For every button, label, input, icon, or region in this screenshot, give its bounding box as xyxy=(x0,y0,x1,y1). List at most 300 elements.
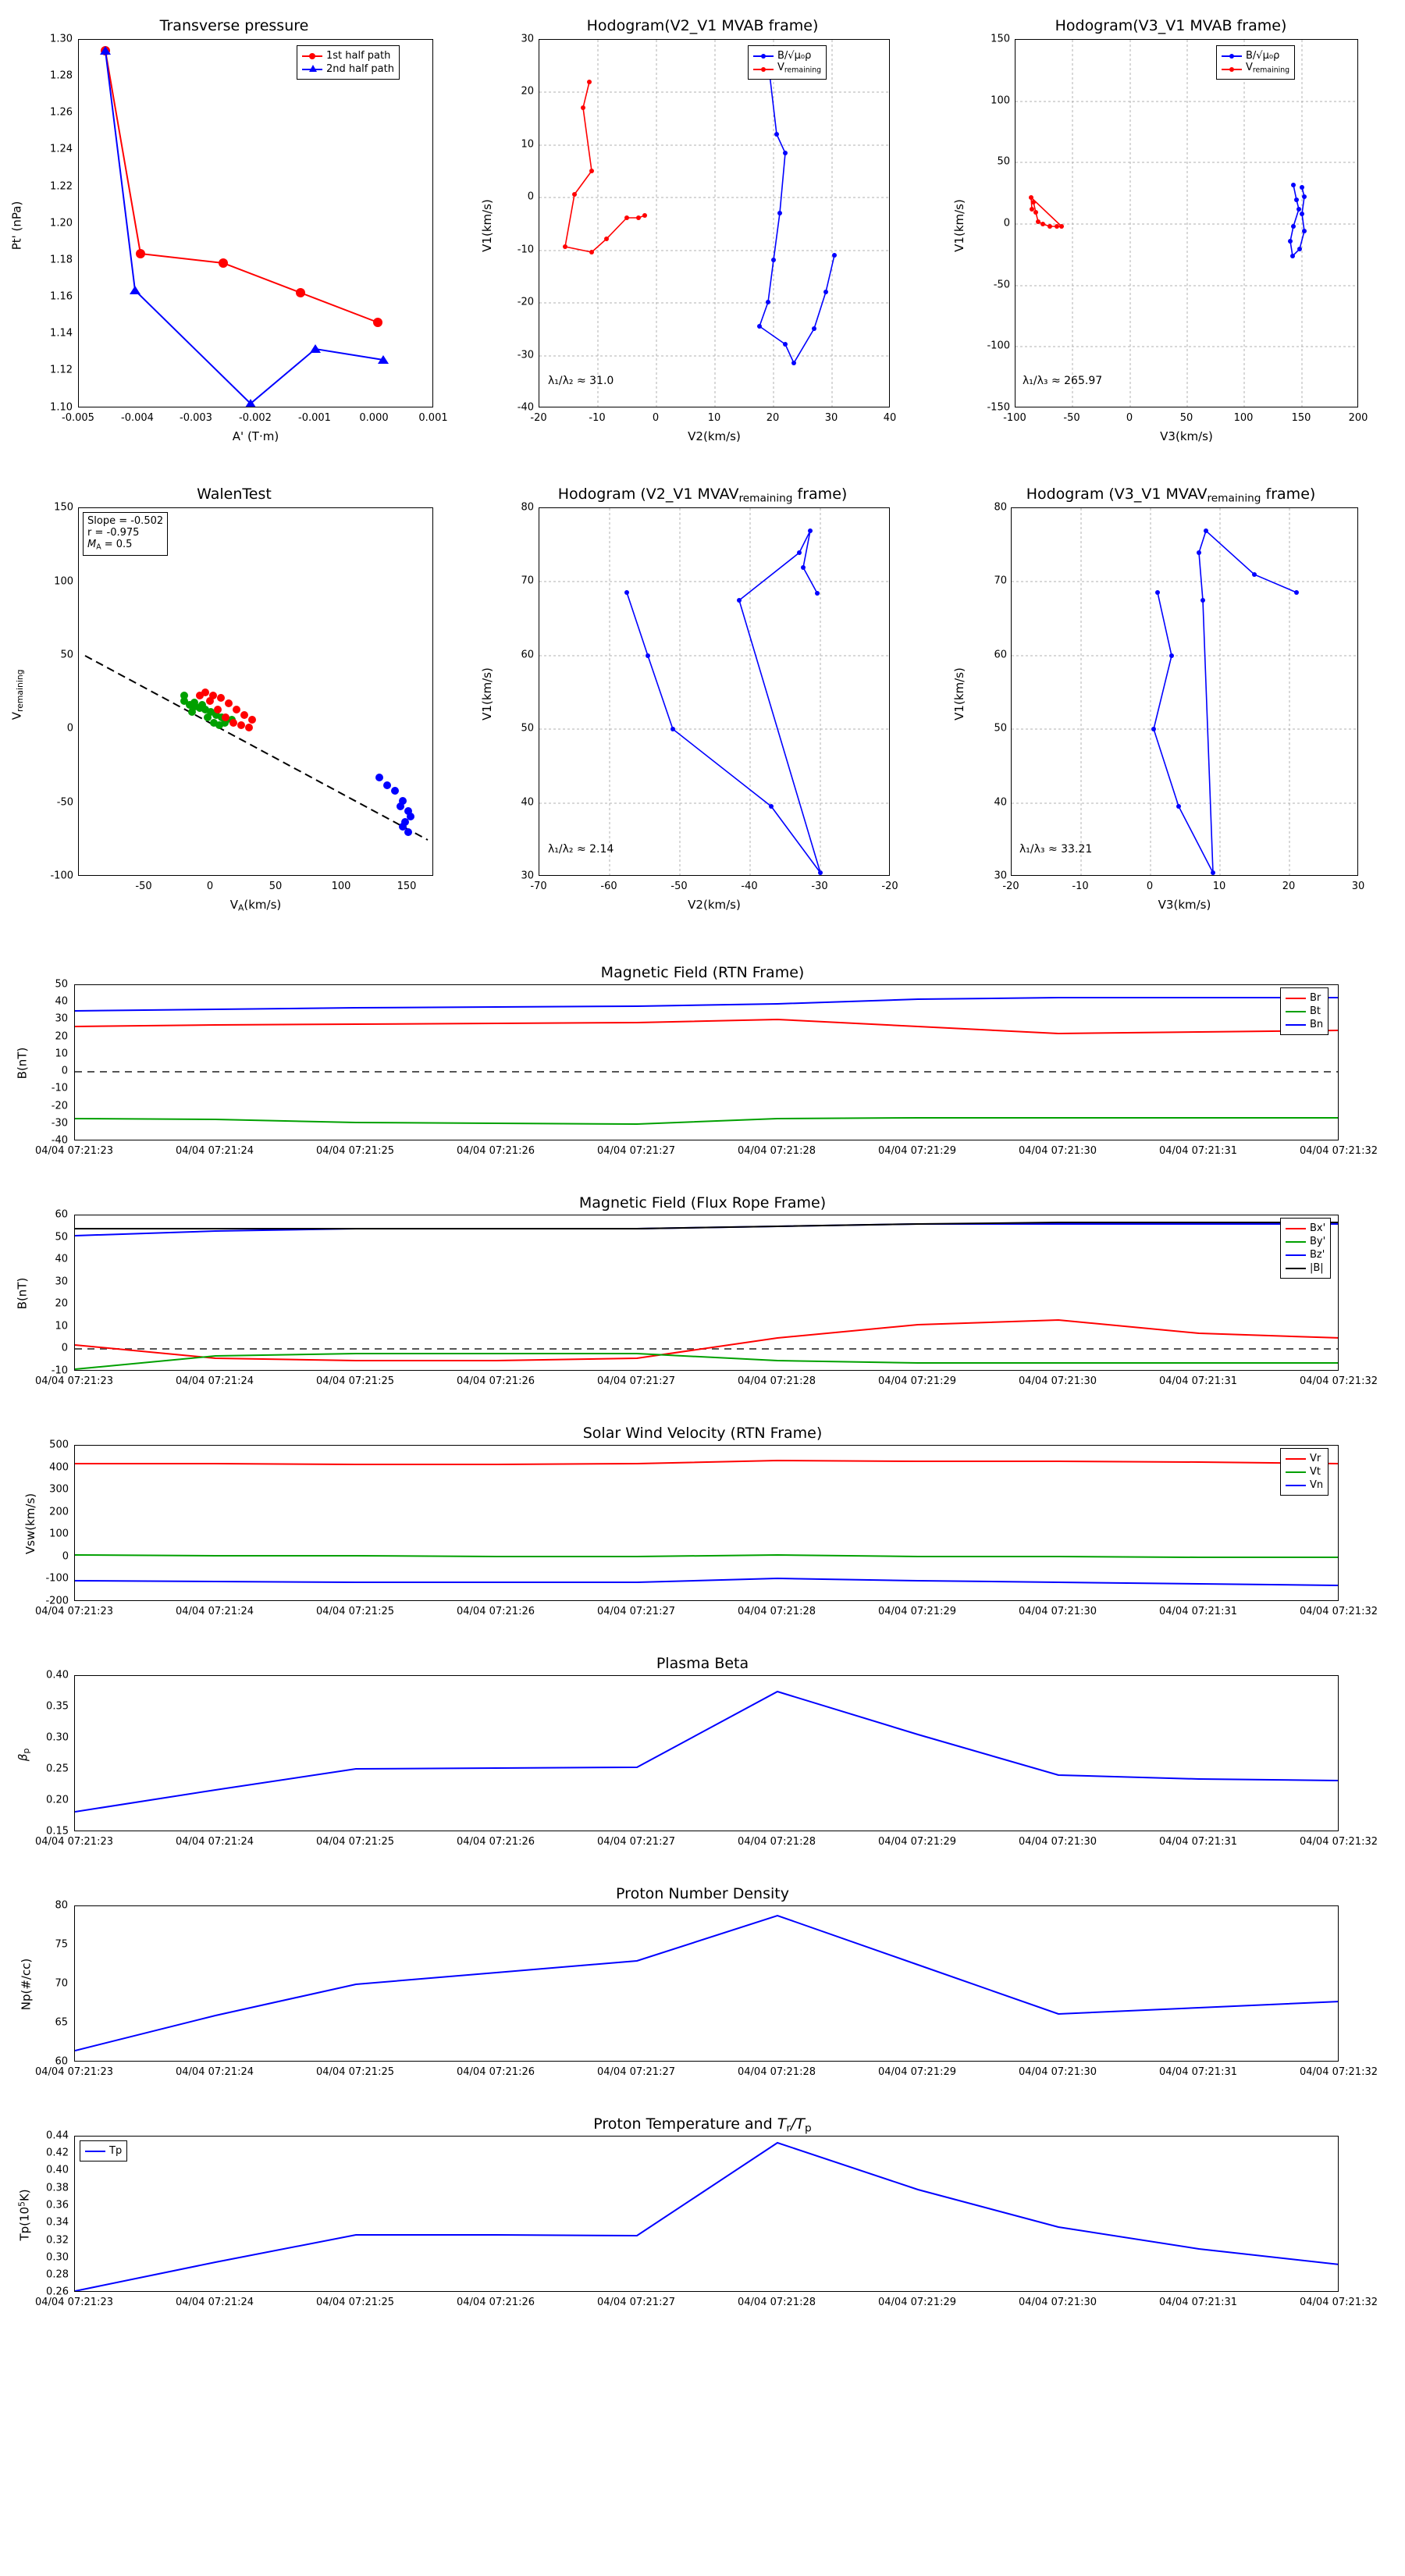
axis-label-y-proton-number-density: Np(#/cc) xyxy=(19,1958,34,2011)
ytick: -150 xyxy=(987,401,1010,414)
axis-label-y-hodogram-v2v1-mvab: V1(km/s) xyxy=(479,199,494,252)
ytick: 80 xyxy=(55,1899,68,1912)
legend-row-vr xyxy=(1286,1452,1323,1465)
xtick: -40 xyxy=(741,881,758,892)
panel-magnetic-field-flux-rope xyxy=(0,1194,1405,1413)
hodogram-v3v1-mvav-svg xyxy=(1012,508,1358,876)
xtick: 04/04 07:21:27 xyxy=(597,2066,675,2078)
legend-marker-vremaining xyxy=(753,69,774,70)
axis-label-y-hodogram-v3v1-mvab: V1(km/s) xyxy=(951,199,966,252)
plot-area-hodogram-v2v1-mvav xyxy=(539,507,890,876)
walen-test-svg xyxy=(79,508,433,876)
axis-label-x-hodogram-v2v1-mvav: V2(km/s) xyxy=(688,898,741,912)
ytick: 70 xyxy=(521,575,534,587)
xtick: 04/04 07:21:23 xyxy=(35,2066,113,2078)
xtick: 0 xyxy=(1126,412,1133,424)
ytick: 20 xyxy=(55,1297,68,1310)
xtick: 100 xyxy=(331,881,351,892)
legend-marker-bz xyxy=(1286,1254,1306,1256)
panel-plasma-beta xyxy=(0,1655,1405,1873)
legend-row-vn xyxy=(1286,1478,1323,1492)
xtick: 0 xyxy=(652,412,660,424)
axis-label-x-walen-test: $V_A(km/s)$ xyxy=(229,898,282,913)
ytick: 0 xyxy=(66,722,73,735)
ytick: 0 xyxy=(1003,217,1010,229)
panel-magnetic-field-rtn xyxy=(0,964,1405,1183)
legend-row-bt xyxy=(1286,1005,1323,1018)
xtick: 04/04 07:21:26 xyxy=(457,2066,535,2078)
ytick: 400 xyxy=(49,1461,69,1474)
ytick: 0.40 xyxy=(46,1669,69,1681)
xtick: 30 xyxy=(824,412,838,424)
legend-marker-bn xyxy=(1286,1024,1306,1026)
panel-walen-test xyxy=(0,468,468,921)
ytick: 40 xyxy=(521,796,534,809)
ytick: 0.28 xyxy=(46,2268,69,2281)
xtick: 04/04 07:21:26 xyxy=(457,1606,535,1617)
legend-marker-bt xyxy=(1286,1011,1306,1012)
axis-label-y-hodogram-v2v1-mvav: V1(km/s) xyxy=(479,667,494,720)
chart-title-transverse-pressure: Transverse pressure xyxy=(159,17,309,34)
legend-label-bn: Bn xyxy=(1310,1018,1324,1030)
legend-row-1st-half xyxy=(302,49,394,62)
legend-marker-vn xyxy=(1286,1485,1306,1486)
panel-hodogram-v2v1-mvab xyxy=(468,0,937,453)
chart-title-plasma-beta: Plasma Beta xyxy=(656,1655,749,1672)
ytick: 0 xyxy=(61,1342,68,1354)
xtick: -0.001 xyxy=(298,412,331,424)
plot-area-transverse-pressure xyxy=(78,39,433,407)
ytick: 100 xyxy=(54,575,73,588)
ytick: 40 xyxy=(55,995,68,1008)
xtick: 04/04 07:21:25 xyxy=(316,1606,394,1617)
xtick: 04/04 07:21:24 xyxy=(176,1375,254,1387)
legend-row-bz xyxy=(1286,1248,1325,1261)
xtick: 04/04 07:21:23 xyxy=(35,1606,113,1617)
xtick: -50 xyxy=(1063,412,1080,424)
xtick: 04/04 07:21:23 xyxy=(35,1375,113,1387)
ytick: 50 xyxy=(60,649,73,661)
walen-ma: $M_A = 0.5$ xyxy=(87,539,133,552)
xtick: 04/04 07:21:26 xyxy=(457,1145,535,1157)
xtick: -20 xyxy=(530,412,547,424)
xtick: 04/04 07:21:32 xyxy=(1300,2066,1378,2078)
axis-label-y-solar-wind-velocity: Vsw(km/s) xyxy=(23,1493,38,1555)
legend-row-balfven xyxy=(753,49,821,62)
panel-transverse-pressure xyxy=(0,0,468,453)
xtick: 04/04 07:21:32 xyxy=(1300,2297,1378,2308)
legend-label-bmag: |B| xyxy=(1310,1261,1324,1274)
legend-row-bn xyxy=(1286,1018,1323,1031)
ytick: 75 xyxy=(55,1938,68,1951)
ytick: 100 xyxy=(991,94,1010,107)
hodogram-v2v1-mvab-svg xyxy=(539,40,890,407)
legend-row-bx xyxy=(1286,1222,1325,1235)
legend-label-vn: Vn xyxy=(1310,1478,1324,1491)
ytick: 50 xyxy=(997,155,1010,168)
ytick: 50 xyxy=(55,1231,68,1244)
ytick: 0.34 xyxy=(46,2216,69,2229)
legend-row-by xyxy=(1286,1235,1325,1248)
legend-marker-vr xyxy=(1286,1458,1306,1460)
legend-transverse-pressure xyxy=(297,45,400,80)
xtick: 04/04 07:21:30 xyxy=(1019,1606,1097,1617)
ytick: -100 xyxy=(50,870,73,882)
legend-label-vremaining: $V_{remaining}$ xyxy=(777,61,822,75)
xtick: -20 xyxy=(1002,881,1019,892)
xtick: -30 xyxy=(811,881,828,892)
legend-label-br: Br xyxy=(1310,991,1321,1004)
ytick: 30 xyxy=(521,33,534,45)
xtick: 04/04 07:21:26 xyxy=(457,2297,535,2308)
ytick: 10 xyxy=(521,138,534,151)
xtick: 40 xyxy=(883,412,897,424)
xtick: 04/04 07:21:24 xyxy=(176,1145,254,1157)
legend-magnetic-field-flux-rope xyxy=(1280,1218,1331,1279)
axis-label-x-hodogram-v2v1-mvab: V2(km/s) xyxy=(688,429,741,443)
ytick: 0.36 xyxy=(46,2199,69,2211)
legend-label-balfven: B/√μ₀ρ xyxy=(777,49,812,62)
legend-marker-tp xyxy=(85,2151,105,2152)
ytick: 0.20 xyxy=(46,1794,69,1806)
xtick: -20 xyxy=(881,881,898,892)
xtick: 04/04 07:21:32 xyxy=(1300,1836,1378,1848)
legend-label-vt: Vt xyxy=(1310,1465,1321,1478)
xtick: 04/04 07:21:24 xyxy=(176,1606,254,1617)
xtick: 04/04 07:21:23 xyxy=(35,2297,113,2308)
xtick: 04/04 07:21:28 xyxy=(738,2297,816,2308)
ytick: 40 xyxy=(55,1253,68,1265)
ytick: 50 xyxy=(521,722,534,735)
xtick: 04/04 07:21:28 xyxy=(738,1145,816,1157)
legend-row-bmag xyxy=(1286,1261,1325,1275)
ytick: 200 xyxy=(49,1506,69,1518)
xtick: 04/04 07:21:23 xyxy=(35,1836,113,1848)
axis-label-y-hodogram-v3v1-mvav: V1(km/s) xyxy=(951,667,966,720)
ytick: 1.28 xyxy=(50,69,73,82)
ytick: -10 xyxy=(51,1082,68,1094)
ytick: 1.24 xyxy=(50,143,73,155)
legend-marker-br xyxy=(1286,998,1306,999)
ytick: 70 xyxy=(994,575,1007,587)
legend-marker-1st-half xyxy=(302,55,322,57)
legend-row-2nd-half xyxy=(302,62,394,76)
ytick: 1.12 xyxy=(50,364,73,376)
ytick: 0.44 xyxy=(46,2129,69,2142)
legend-marker-by xyxy=(1286,1241,1306,1243)
xtick: -10 xyxy=(1072,881,1089,892)
xtick: 04/04 07:21:29 xyxy=(878,1836,956,1848)
ytick: 1.14 xyxy=(50,327,73,340)
ytick: 30 xyxy=(55,1276,68,1288)
legend-marker-2nd-half xyxy=(302,69,322,70)
ytick: 0 xyxy=(62,1550,69,1563)
legend-solar-wind-velocity xyxy=(1280,1448,1329,1496)
xtick: 04/04 07:21:23 xyxy=(35,1145,113,1157)
xtick: 04/04 07:21:32 xyxy=(1300,1375,1378,1387)
ytick: 30 xyxy=(55,1012,68,1025)
xtick: 04/04 07:21:31 xyxy=(1159,1375,1237,1387)
legend-label-vr: Vr xyxy=(1310,1452,1321,1464)
xtick: 04/04 07:21:25 xyxy=(316,2066,394,2078)
ytick: 40 xyxy=(994,796,1007,809)
panel-proton-temperature xyxy=(0,2115,1405,2334)
eigenvalue-ratio-annotation: λ₁/λ₂ ≈ 2.14 xyxy=(548,843,614,856)
legend-hodogram-v2v1-mvab xyxy=(748,45,827,80)
xtick: 04/04 07:21:30 xyxy=(1019,2297,1097,2308)
ytick: -200 xyxy=(45,1595,69,1607)
legend-row-balfven xyxy=(1222,49,1289,62)
axis-label-y-magnetic-field-rtn: B(nT) xyxy=(15,1047,30,1080)
ytick: 0.30 xyxy=(46,2251,69,2264)
xtick: 04/04 07:21:27 xyxy=(597,1606,675,1617)
legend-marker-balfven xyxy=(1222,55,1242,57)
axis-label-y-walen-test: $V_{remaining}$ xyxy=(9,669,26,720)
chart-title-proton-number-density: Proton Number Density xyxy=(616,1885,789,1902)
xtick: 04/04 07:21:28 xyxy=(738,1836,816,1848)
xtick: 04/04 07:21:30 xyxy=(1019,1375,1097,1387)
ytick: 300 xyxy=(49,1483,69,1496)
ytick: -50 xyxy=(56,796,73,809)
eigenvalue-ratio-annotation: λ₁/λ₂ ≈ 31.0 xyxy=(548,375,614,387)
plot-area-proton-number-density xyxy=(74,1905,1339,2062)
ytick: 80 xyxy=(521,501,534,514)
ytick: 1.10 xyxy=(50,401,73,414)
legend-label-bx: Bx' xyxy=(1310,1222,1326,1234)
ytick: 0.25 xyxy=(46,1763,69,1775)
ytick: -40 xyxy=(517,401,534,414)
legend-label-bt: Bt xyxy=(1310,1005,1321,1017)
ytick: 100 xyxy=(49,1528,69,1540)
xtick: -0.005 xyxy=(62,412,94,424)
ytick: 1.30 xyxy=(50,33,73,45)
plot-area-hodogram-v3v1-mvav xyxy=(1011,507,1358,876)
xtick: -0.004 xyxy=(121,412,154,424)
legend-row-vremaining xyxy=(1222,62,1289,76)
xtick: 200 xyxy=(1348,412,1368,424)
xtick: 04/04 07:21:28 xyxy=(738,1375,816,1387)
legend-label-2nd-half: 2nd half path xyxy=(326,62,394,75)
xtick: 04/04 07:21:24 xyxy=(176,2066,254,2078)
legend-row-br xyxy=(1286,991,1323,1005)
xtick: 04/04 07:21:31 xyxy=(1159,2297,1237,2308)
ytick: 60 xyxy=(521,649,534,661)
xtick: 04/04 07:21:30 xyxy=(1019,1145,1097,1157)
ytick: 20 xyxy=(521,85,534,98)
xtick: 04/04 07:21:30 xyxy=(1019,1836,1097,1848)
plot-area-magnetic-field-flux-rope xyxy=(74,1215,1339,1371)
panel-solar-wind-velocity xyxy=(0,1425,1405,1643)
legend-label-1st-half: 1st half path xyxy=(326,49,391,62)
xtick: 0.001 xyxy=(418,412,448,424)
ytick: 60 xyxy=(55,2055,68,2068)
ytick: 0 xyxy=(527,190,534,203)
xtick: 04/04 07:21:32 xyxy=(1300,1145,1378,1157)
transverse-pressure-svg xyxy=(79,40,433,407)
chart-title-hodogram-v2v1-mvab: Hodogram(V2_V1 MVAB frame) xyxy=(586,17,819,34)
xtick: 20 xyxy=(766,412,780,424)
xtick: 04/04 07:21:25 xyxy=(316,1145,394,1157)
ytick: -50 xyxy=(993,279,1010,291)
chart-title-magnetic-field-rtn: Magnetic Field (RTN Frame) xyxy=(600,964,805,981)
ytick: -20 xyxy=(51,1100,68,1112)
xtick: 04/04 07:21:31 xyxy=(1159,1836,1237,1848)
ytick: 150 xyxy=(991,33,1010,45)
xtick: 04/04 07:21:31 xyxy=(1159,1145,1237,1157)
legend-row-vremaining xyxy=(753,62,821,76)
chart-title-hodogram-v3v1-mvav: Hodogram (V3_V1 $MVAV_{remaining}$ frame) xyxy=(1026,486,1316,505)
legend-proton-temperature xyxy=(80,2140,127,2161)
plot-area-magnetic-field-rtn xyxy=(74,984,1339,1140)
ytick: -20 xyxy=(517,296,534,308)
legend-magnetic-field-rtn xyxy=(1280,987,1329,1035)
magnetic-field-rtn-svg xyxy=(75,985,1339,1140)
ytick: 0.35 xyxy=(46,1700,69,1713)
plasma-beta-svg xyxy=(75,1676,1339,1831)
panel-hodogram-v3v1-mvav xyxy=(937,468,1405,921)
proton-number-density-svg xyxy=(75,1906,1339,2062)
proton-temperature-svg xyxy=(75,2137,1339,2292)
axis-label-y-transverse-pressure: Pt' (nPa) xyxy=(9,201,24,251)
axis-label-x-hodogram-v3v1-mvav: V3(km/s) xyxy=(1158,898,1211,912)
walen-r: r = -0.975 xyxy=(87,527,140,539)
chart-title-walen-test: WalenTest xyxy=(197,486,272,503)
ytick: 60 xyxy=(55,1208,68,1221)
legend-marker-bmag xyxy=(1286,1268,1306,1269)
ytick: -30 xyxy=(51,1117,68,1130)
panel-hodogram-v2v1-mvav xyxy=(468,468,937,921)
xtick: -100 xyxy=(1003,412,1026,424)
ytick: 0.38 xyxy=(46,2182,69,2194)
legend-marker-vt xyxy=(1286,1471,1306,1473)
xtick: 04/04 07:21:29 xyxy=(878,1606,956,1617)
plot-area-walen-test xyxy=(78,507,433,876)
ytick: 500 xyxy=(49,1439,69,1451)
ytick: 0.26 xyxy=(46,2286,69,2298)
xtick: 50 xyxy=(269,881,283,892)
ytick: 1.18 xyxy=(50,254,73,266)
axis-label-y-plasma-beta: $\beta_p$ xyxy=(16,1748,32,1762)
ytick: -30 xyxy=(517,349,534,361)
ytick: -40 xyxy=(51,1134,68,1147)
panel-hodogram-v3v1-mvab xyxy=(937,0,1405,453)
xtick: 04/04 07:21:28 xyxy=(738,1606,816,1617)
xtick: 04/04 07:21:29 xyxy=(878,1145,956,1157)
axis-label-x-transverse-pressure: A' (T·m) xyxy=(232,429,279,443)
xtick: 04/04 07:21:31 xyxy=(1159,2066,1237,2078)
chart-title-hodogram-v2v1-mvav: Hodogram (V2_V1 $MVAV_{remaining}$ frame) xyxy=(557,486,848,505)
eigenvalue-ratio-annotation: λ₁/λ₃ ≈ 265.97 xyxy=(1023,375,1103,387)
plot-area-hodogram-v3v1-mvab xyxy=(1015,39,1358,407)
plot-area-plasma-beta xyxy=(74,1675,1339,1831)
ytick: -10 xyxy=(51,1364,68,1377)
xtick: 04/04 07:21:29 xyxy=(878,2066,956,2078)
eigenvalue-ratio-annotation: λ₁/λ₃ ≈ 33.21 xyxy=(1019,843,1093,856)
legend-marker-balfven xyxy=(753,55,774,57)
legend-row-tp xyxy=(85,2144,122,2158)
ytick: 50 xyxy=(55,978,68,991)
ytick: 0.32 xyxy=(46,2234,69,2247)
plot-area-proton-temperature xyxy=(74,2136,1339,2292)
xtick: 0 xyxy=(1146,881,1154,892)
ytick: 0 xyxy=(61,1065,68,1077)
xtick: 30 xyxy=(1351,881,1365,892)
legend-hodogram-v3v1-mvab xyxy=(1216,45,1295,80)
legend-label-by: By' xyxy=(1310,1235,1326,1247)
xtick: 150 xyxy=(397,881,417,892)
xtick: 04/04 07:21:27 xyxy=(597,2297,675,2308)
ytick: -10 xyxy=(517,244,534,256)
ytick: 80 xyxy=(994,501,1007,514)
chart-title-proton-temperature: Proton Temperature and $T_r/T_p$ xyxy=(593,2115,812,2135)
legend-label-bz: Bz' xyxy=(1310,1248,1325,1261)
legend-label-balfven: B/√μ₀ρ xyxy=(1246,49,1280,62)
xtick: 04/04 07:21:27 xyxy=(597,1145,675,1157)
legend-marker-vremaining xyxy=(1222,69,1242,70)
hodogram-v3v1-mvab-svg xyxy=(1016,40,1358,407)
ytick: 70 xyxy=(55,1977,68,1990)
magnetic-field-flux-rope-svg xyxy=(75,1215,1339,1371)
xtick: 0 xyxy=(206,881,214,892)
axis-label-y-proton-temperature: $Tp(10^5K)$ xyxy=(16,2189,32,2241)
ytick: 60 xyxy=(994,649,1007,661)
xtick: 04/04 07:21:29 xyxy=(878,2297,956,2308)
xtick: -60 xyxy=(600,881,617,892)
xtick: -10 xyxy=(589,412,606,424)
xtick: 04/04 07:21:32 xyxy=(1300,1606,1378,1617)
xtick: 04/04 07:21:25 xyxy=(316,1836,394,1848)
ytick: 50 xyxy=(994,722,1007,735)
xtick: 04/04 07:21:24 xyxy=(176,2297,254,2308)
solar-wind-velocity-svg xyxy=(75,1446,1339,1601)
panel-proton-number-density xyxy=(0,1885,1405,2104)
ytick: 30 xyxy=(521,870,534,882)
xtick: 150 xyxy=(1291,412,1311,424)
xtick: 04/04 07:21:29 xyxy=(878,1375,956,1387)
xtick: 04/04 07:21:31 xyxy=(1159,1606,1237,1617)
chart-title-hodogram-v3v1-mvab: Hodogram(V3_V1 MVAB frame) xyxy=(1055,17,1287,34)
ytick: 10 xyxy=(55,1048,68,1060)
xtick: -50 xyxy=(670,881,688,892)
legend-label-vremaining: $V_{remaining}$ xyxy=(1246,61,1290,75)
xtick: -0.003 xyxy=(180,412,212,424)
legend-marker-bx xyxy=(1286,1228,1306,1229)
xtick: 04/04 07:21:30 xyxy=(1019,2066,1097,2078)
hodogram-v2v1-mvav-svg xyxy=(539,508,890,876)
chart-title-solar-wind-velocity: Solar Wind Velocity (RTN Frame) xyxy=(582,1425,823,1442)
chart-title-magnetic-field-flux-rope: Magnetic Field (Flux Rope Frame) xyxy=(578,1194,827,1212)
ytick: 150 xyxy=(54,501,73,514)
ytick: 0.30 xyxy=(46,1731,69,1744)
ytick: 1.26 xyxy=(50,106,73,119)
plot-area-solar-wind-velocity xyxy=(74,1445,1339,1601)
ytick: 65 xyxy=(55,2016,68,2029)
xtick: 04/04 07:21:24 xyxy=(176,1836,254,1848)
xtick: 04/04 07:21:26 xyxy=(457,1375,535,1387)
xtick: 10 xyxy=(1212,881,1226,892)
xtick: -70 xyxy=(530,881,547,892)
axis-label-x-hodogram-v3v1-mvab: V3(km/s) xyxy=(1160,429,1213,443)
xtick: 04/04 07:21:25 xyxy=(316,2297,394,2308)
xtick: -50 xyxy=(135,881,152,892)
xtick: 04/04 07:21:25 xyxy=(316,1375,394,1387)
ytick: 1.20 xyxy=(50,217,73,229)
ytick: 1.22 xyxy=(50,180,73,193)
ytick: -100 xyxy=(987,340,1010,352)
xtick: 04/04 07:21:27 xyxy=(597,1375,675,1387)
xtick: 20 xyxy=(1282,881,1296,892)
xtick: 10 xyxy=(707,412,721,424)
